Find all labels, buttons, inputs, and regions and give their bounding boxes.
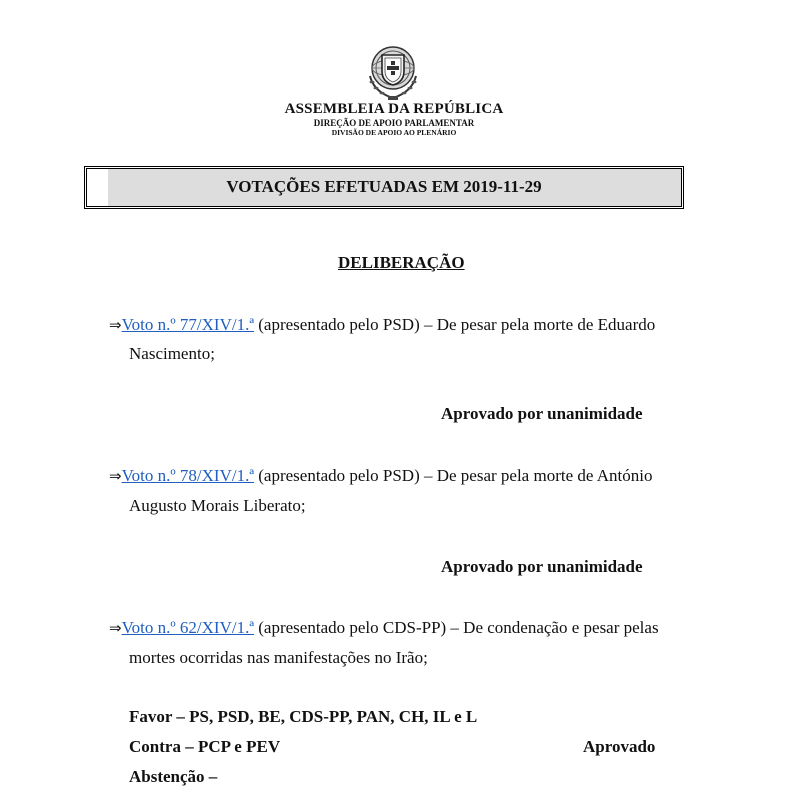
arrow-right-icon: ⇒ — [109, 467, 122, 485]
vote-result-1: Aprovado por unanimidade — [441, 404, 643, 423]
vote-description: (apresentado pelo PSD) – De pesar pela morte de Eduardo — [254, 315, 656, 334]
vote-item-2-line2: Augusto Morais Liberato; — [129, 496, 306, 515]
section-heading: DELIBERAÇÃO — [338, 253, 465, 272]
vote-result-3: Aprovado — [583, 737, 656, 756]
votes-favor: Favor – PS, PSD, BE, CDS-PP, PAN, CH, IL e L — [129, 707, 478, 726]
vote-item-3-line2: mortes ocorridas nas manifestações no Irão; — [129, 648, 428, 667]
vote-link-78[interactable]: Voto n.º 78/XIV/1.ª — [121, 466, 255, 485]
coat-of-arms-emblem — [364, 42, 422, 102]
institution-name: ASSEMBLEIA DA REPÚBLICA — [284, 101, 504, 117]
vote-item-3-line1 — [109, 618, 659, 638]
title-box — [84, 166, 684, 209]
arrow-right-icon: ⇒ — [109, 316, 122, 334]
vote-result-2: Aprovado por unanimidade — [441, 557, 643, 576]
document-title: VOTAÇÕES EFETUADAS EM 2019-11-29 — [226, 177, 542, 196]
division-name: DIVISÃO DE APOIO AO PLENÁRIO — [331, 128, 457, 137]
arrow-right-icon: ⇒ — [109, 619, 122, 637]
vote-description: (apresentado pelo PSD) – De pesar pela morte de António — [254, 466, 653, 485]
votes-contra: Contra – PCP e PEV — [129, 737, 281, 756]
vote-item-1-line2: Nascimento; — [129, 344, 215, 363]
vote-link-62[interactable]: Voto n.º 62/XIV/1.ª — [121, 618, 255, 637]
department-name: DIREÇÃO DE APOIO PARLAMENTAR — [313, 118, 475, 128]
votes-abstencao: Abstenção – — [129, 767, 218, 786]
vote-item-2-line1 — [109, 466, 652, 486]
vote-link-77[interactable]: Voto n.º 77/XIV/1.ª — [121, 315, 255, 334]
vote-description: (apresentado pelo CDS-PP) – De condenação e pesar pelas — [254, 618, 659, 637]
vote-item-1-line1 — [109, 315, 655, 335]
